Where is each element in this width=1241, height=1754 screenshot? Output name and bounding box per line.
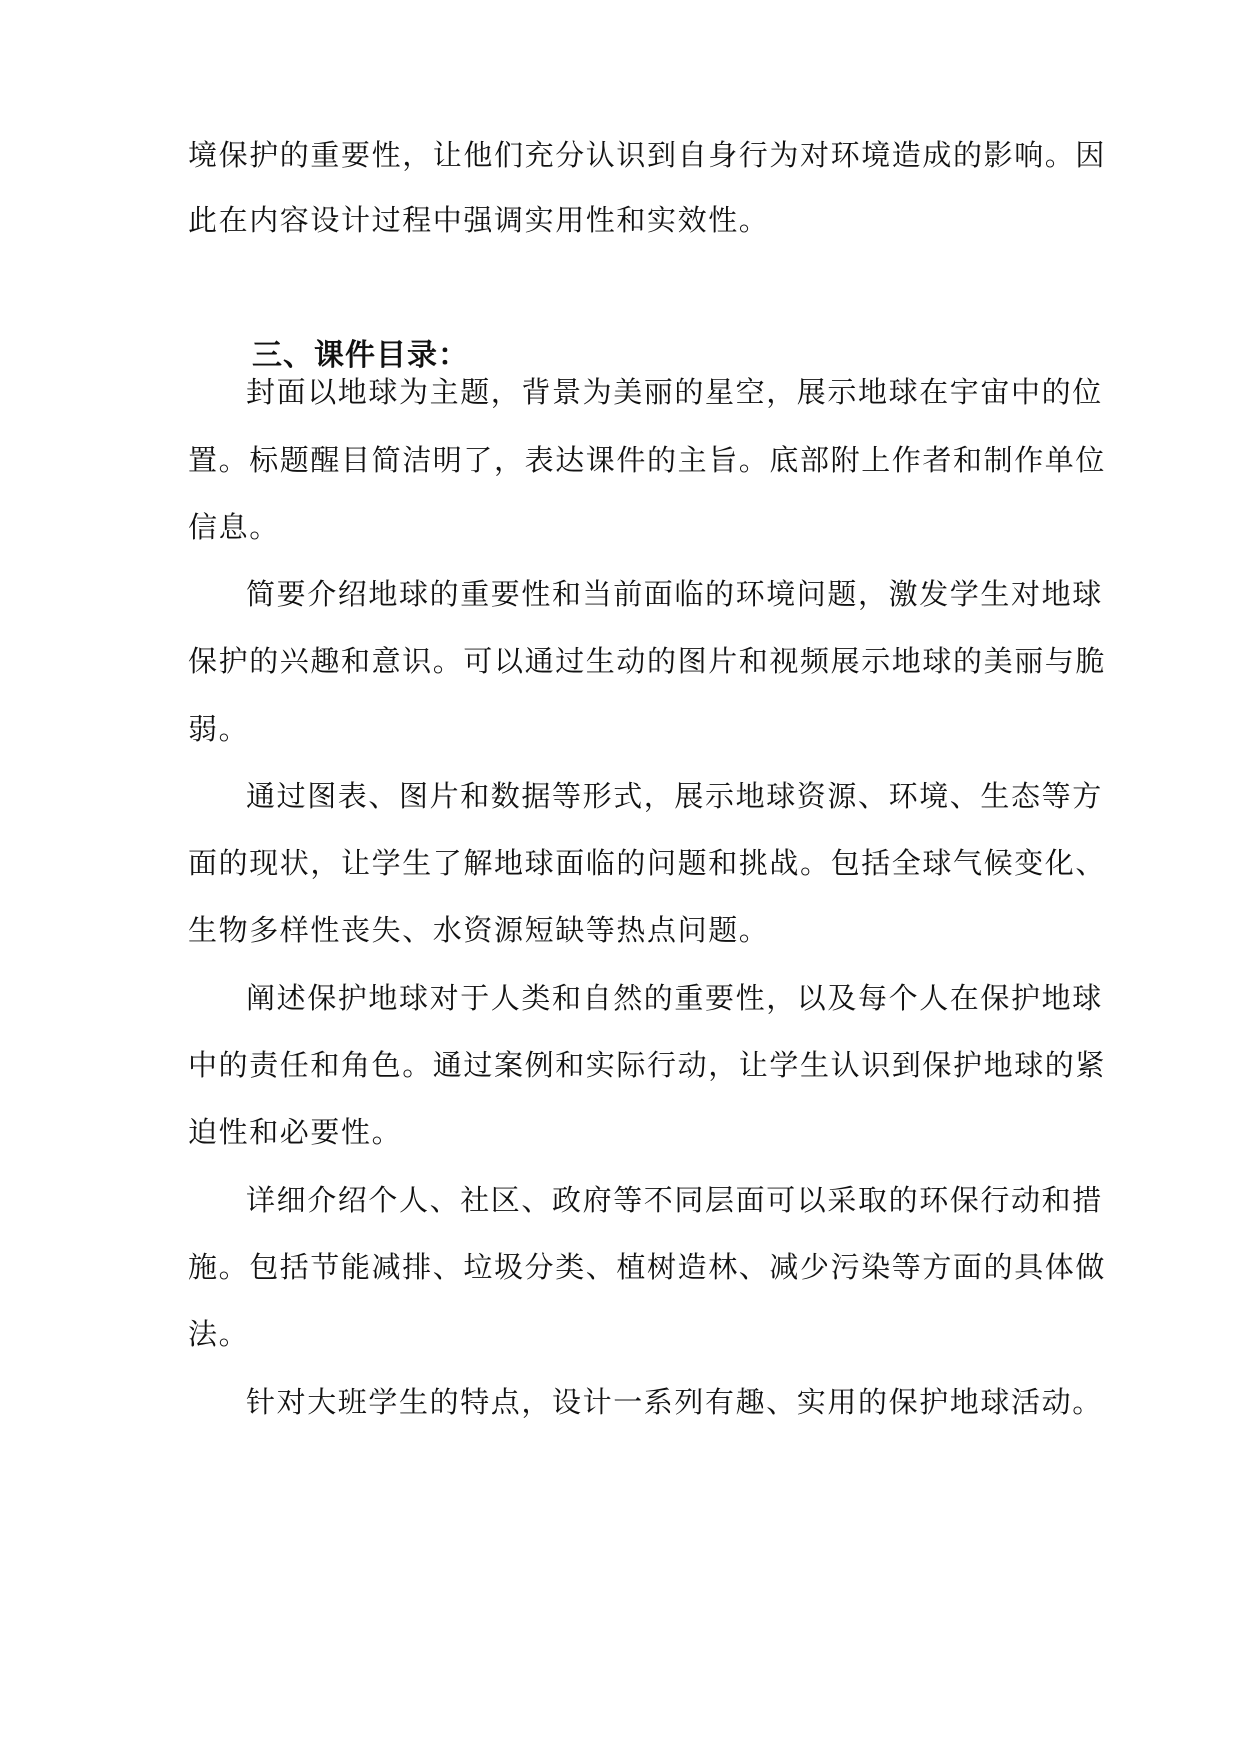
paragraph-4-line-2: 中的责任和角色。通过案例和实际行动，让学生认识到保护地球的紧 <box>188 1048 1107 1082</box>
paragraph-2-line-2: 保护的兴趣和意识。可以通过生动的图片和视频展示地球的美丽与脆 <box>188 644 1107 678</box>
paragraph-3-line-3: 生物多样性丧失、水资源短缺等热点问题。 <box>188 913 770 947</box>
section-heading: 三、课件目录： <box>252 338 469 373</box>
paragraph-4-line-3: 迫性和必要性。 <box>188 1115 403 1149</box>
paragraph-3-line-2: 面的现状，让学生了解地球面临的问题和挑战。包括全球气候变化、 <box>188 846 1107 880</box>
paragraph-5-line-2: 施。包括节能减排、垃圾分类、植树造林、减少污染等方面的具体做 <box>188 1250 1107 1284</box>
paragraph-1-line-2: 置。标题醒目简洁明了，表达课件的主旨。底部附上作者和制作单位 <box>188 443 1107 477</box>
paragraph-1-line-1: 封面以地球为主题，背景为美丽的星空，展示地球在宇宙中的位 <box>246 375 1103 409</box>
paragraph-5-line-1: 详细介绍个人、社区、政府等不同层面可以采取的环保行动和措 <box>246 1183 1103 1217</box>
paragraph-6-line-1: 针对大班学生的特点，设计一系列有趣、实用的保护地球活动。 <box>246 1385 1103 1419</box>
paragraph-2-line-3: 弱。 <box>188 712 250 746</box>
paragraph-1-line-3: 信息。 <box>188 510 280 544</box>
paragraph-2-line-1: 简要介绍地球的重要性和当前面临的环境问题，激发学生对地球 <box>246 577 1103 611</box>
paragraph-5-line-3: 法。 <box>188 1317 250 1351</box>
paragraph-3-line-1: 通过图表、图片和数据等形式，展示地球资源、环境、生态等方 <box>246 779 1103 813</box>
intro-line-2: 此在内容设计过程中强调实用性和实效性。 <box>188 203 770 237</box>
paragraph-4-line-1: 阐述保护地球对于人类和自然的重要性，以及每个人在保护地球 <box>246 981 1103 1015</box>
intro-line-1: 境保护的重要性，让他们充分认识到自身行为对环境造成的影响。因 <box>188 138 1107 172</box>
